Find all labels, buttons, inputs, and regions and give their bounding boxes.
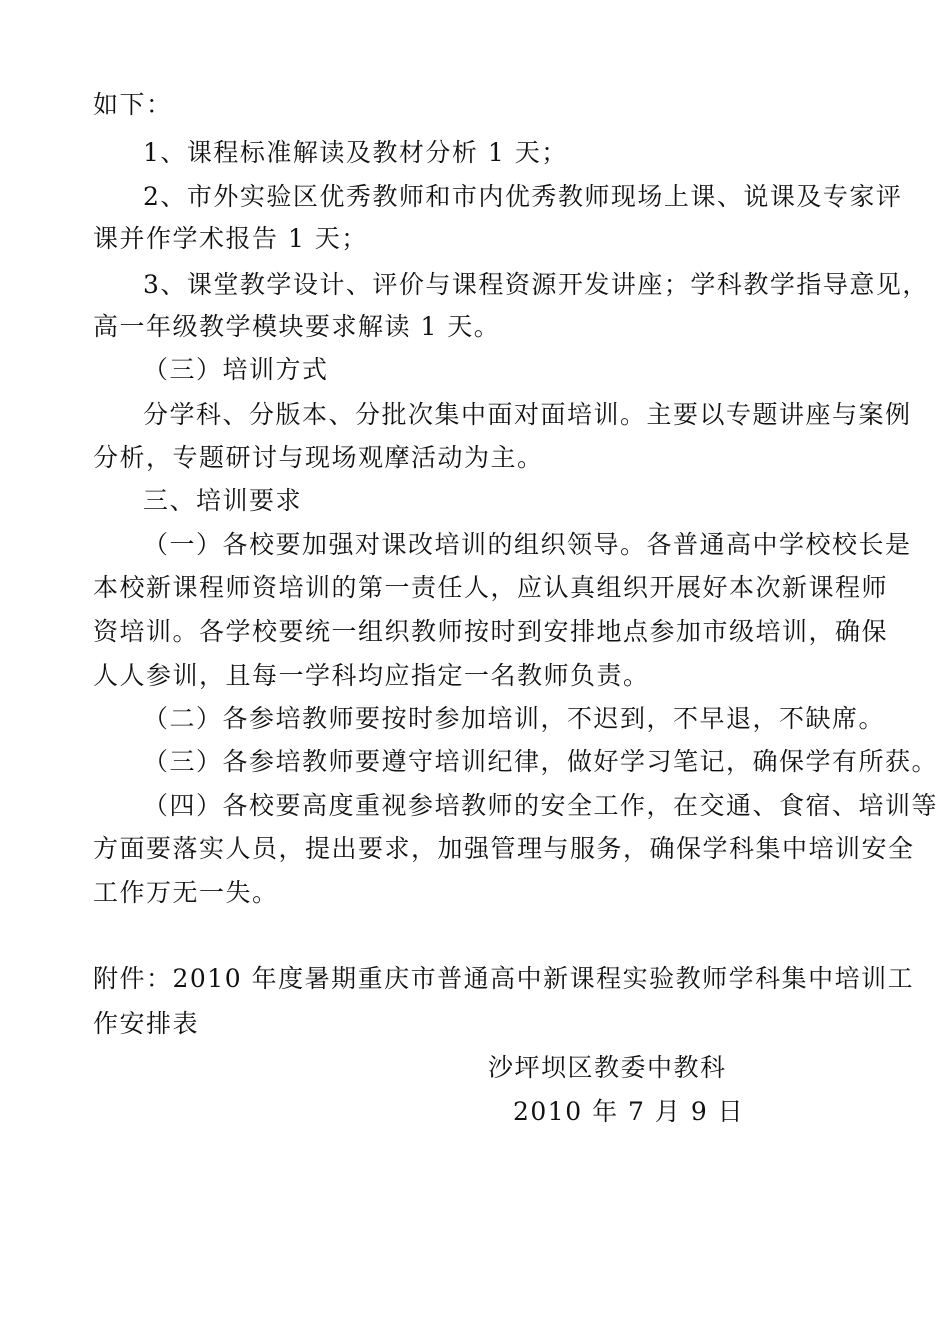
text-line: （一）各校要加强对课改培训的组织领导。各普通高中学校校长是: [143, 530, 912, 559]
issue-date: 2010 年 7 月 9 日: [513, 1097, 745, 1126]
attachment-line: 附件：2010 年度暑期重庆市普通高中新课程实验教师学科集中培训工: [93, 964, 915, 993]
text-line: 本校新课程师资培训的第一责任人，应认真组织开展好本次新课程师: [93, 573, 889, 602]
text-line: 方面要落实人员，提出要求，加强管理与服务，确保学科集中培训安全: [93, 834, 915, 863]
text-line: 高一年级教学模块要求解读 1 天。: [93, 312, 501, 341]
section-heading: （三）培训方式: [143, 355, 329, 384]
issuer-signature: 沙坪坝区教委中教科: [488, 1053, 727, 1082]
attachment-line: 作安排表: [93, 1009, 200, 1038]
text-line: 工作万无一失。: [93, 878, 279, 907]
text-line: 人人参训，且每一学科均应指定一名教师负责。: [93, 661, 650, 690]
text-line: 课并作学术报告 1 天；: [93, 224, 368, 253]
text-line: 分学科、分版本、分批次集中面对面培训。主要以专题讲座与案例: [143, 400, 912, 429]
text-line: （四）各校要高度重视参培教师的安全工作，在交通、食宿、培训等: [143, 791, 939, 820]
text-line: 如下：: [93, 90, 173, 119]
text-line: 分析，专题研讨与现场观摩活动为主。: [93, 443, 544, 472]
text-line: 2、市外实验区优秀教师和市内优秀教师现场上课、说课及专家评: [143, 182, 903, 211]
text-line: 3、课堂教学设计、评价与课程资源开发讲座；学科教学指导意见，: [143, 270, 929, 299]
text-line: （三）各参培教师要遵守培训纪律，做好学习笔记，确保学有所获。: [143, 747, 939, 776]
text-line: （二）各参培教师要按时参加培训，不迟到，不早退，不缺席。: [143, 704, 886, 733]
section-heading: 三、培训要求: [143, 486, 303, 515]
text-line: 1、课程标准解读及教材分析 1 天；: [143, 138, 568, 167]
text-line: 资培训。各学校要统一组织教师按时到安排地点参加市级培训，确保: [93, 617, 889, 646]
